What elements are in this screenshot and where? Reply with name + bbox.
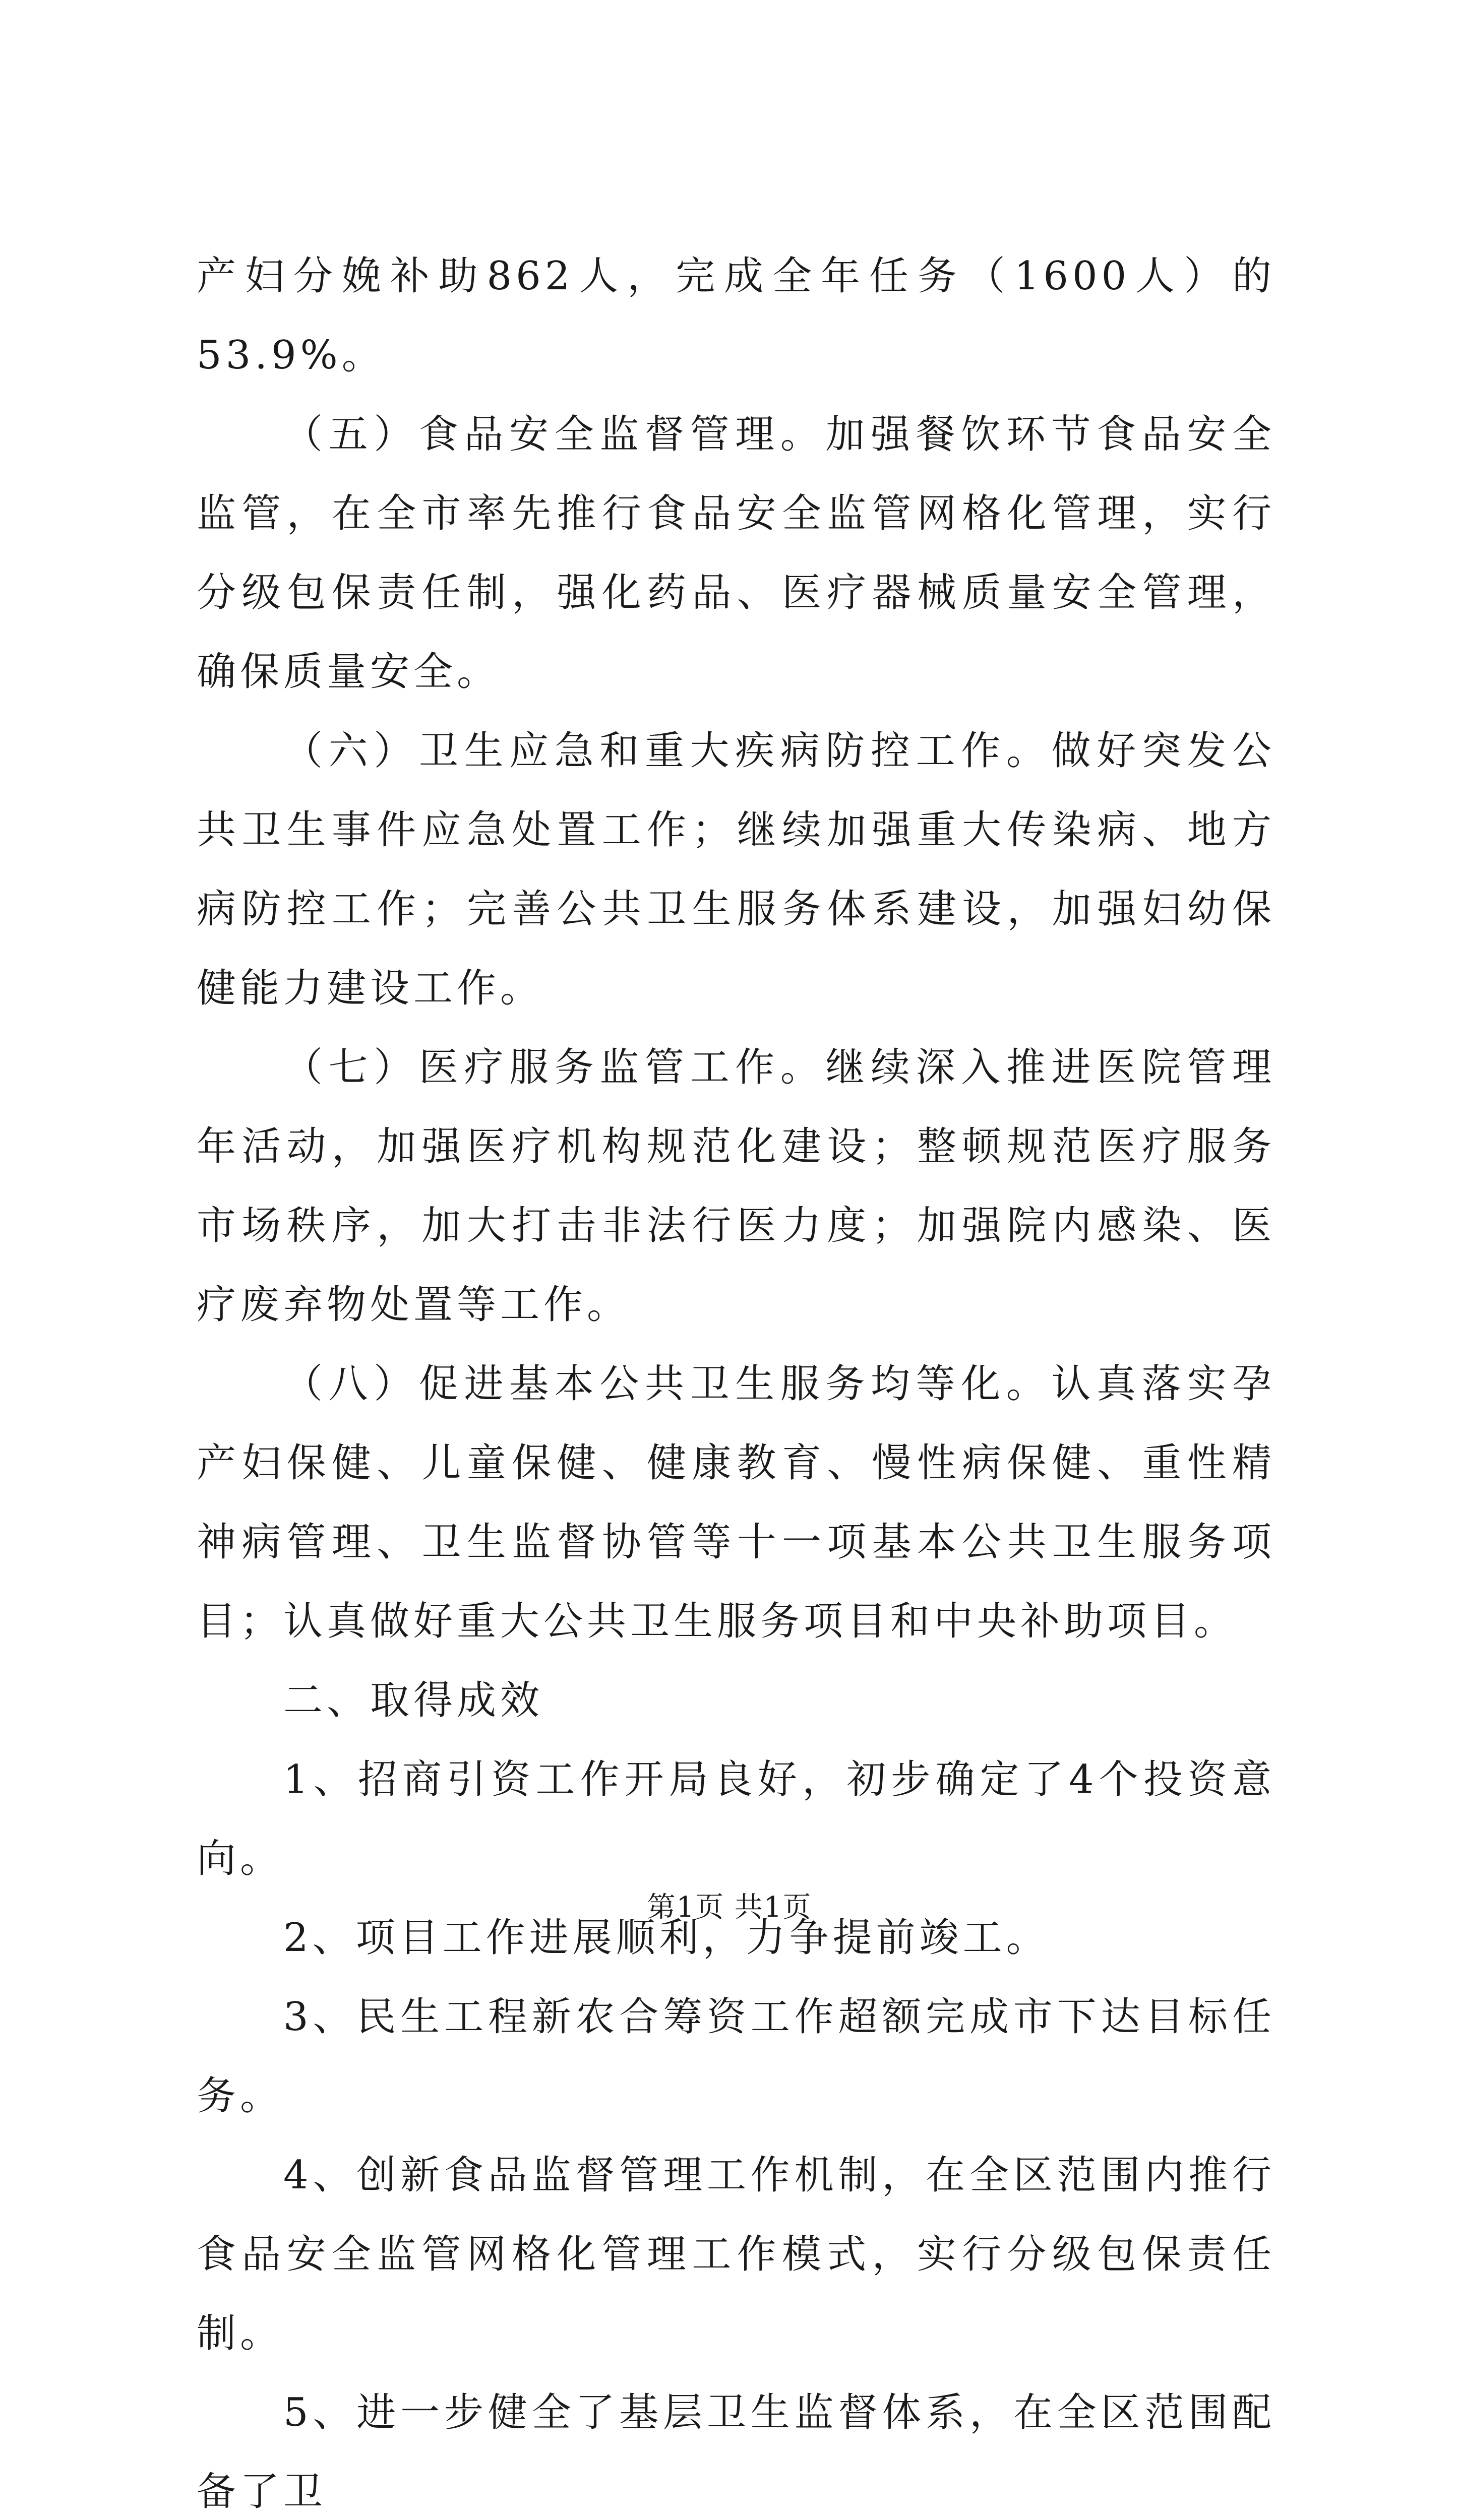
paragraph-section-6-emergency: （六）卫生应急和重大疾病防控工作。做好突发公共卫生事件应急处置工作；继续加强重大传染病、地方病防控工作；完善公共卫生服务体系建设，加强妇幼保健能力建设工作。 — [197, 728, 1275, 1011]
page-footer — [0, 1887, 1459, 1928]
list-item-5: 5、进一步健全了基层卫生监督体系，在全区范围配备了卫 — [197, 2390, 1275, 2514]
section-heading-results: 二、取得成效 — [283, 1678, 544, 1723]
list-item-3: 3、民生工程新农合筹资工作超额完成市下达目标任务。 — [197, 1994, 1275, 2119]
paragraph-section-8-public-health: （八）促进基本公共卫生服务均等化。认真落实孕产妇保健、儿童保健、健康教育、慢性病保健、重性精神病管理、卫生监督协管等十一项基本公共卫生服务项目；认真做好重大公共卫生服务项目和中央补助项目。 — [197, 1361, 1275, 1644]
list-item-1: 1、招商引资工作开局良好，初步确定了4个投资意向。 — [197, 1757, 1275, 1881]
list-item-4: 4、创新食品监督管理工作机制，在全区范围内推行食品安全监管网格化管理工作模式，实行分级包保责任制。 — [197, 2153, 1275, 2356]
page-number-label: 第1页 共1页 — [647, 1891, 812, 1924]
list-item-2: 2、项目工作进展顺利，力争提前竣工。 — [283, 1915, 1050, 1961]
paragraph-section-5-food-safety: （五）食品安全监督管理。加强餐饮环节食品安全监管，在全市率先推行食品安全监管网格化管理，实行分级包保责任制，强化药品、医疗器械质量安全管理，确保质量安全。 — [197, 412, 1275, 695]
document-body — [197, 237, 1275, 2520]
paragraph-section-7-medical-services: （七）医疗服务监管工作。继续深入推进医院管理年活动，加强医疗机构规范化建设；整顿规范医疗服务市场秩序，加大打击非法行医力度；加强院内感染、医疗废弃物处置等工作。 — [197, 1045, 1275, 1328]
paragraph: 产妇分娩补助862人，完成全年任务（1600人）的53.9%。 — [197, 254, 1275, 378]
